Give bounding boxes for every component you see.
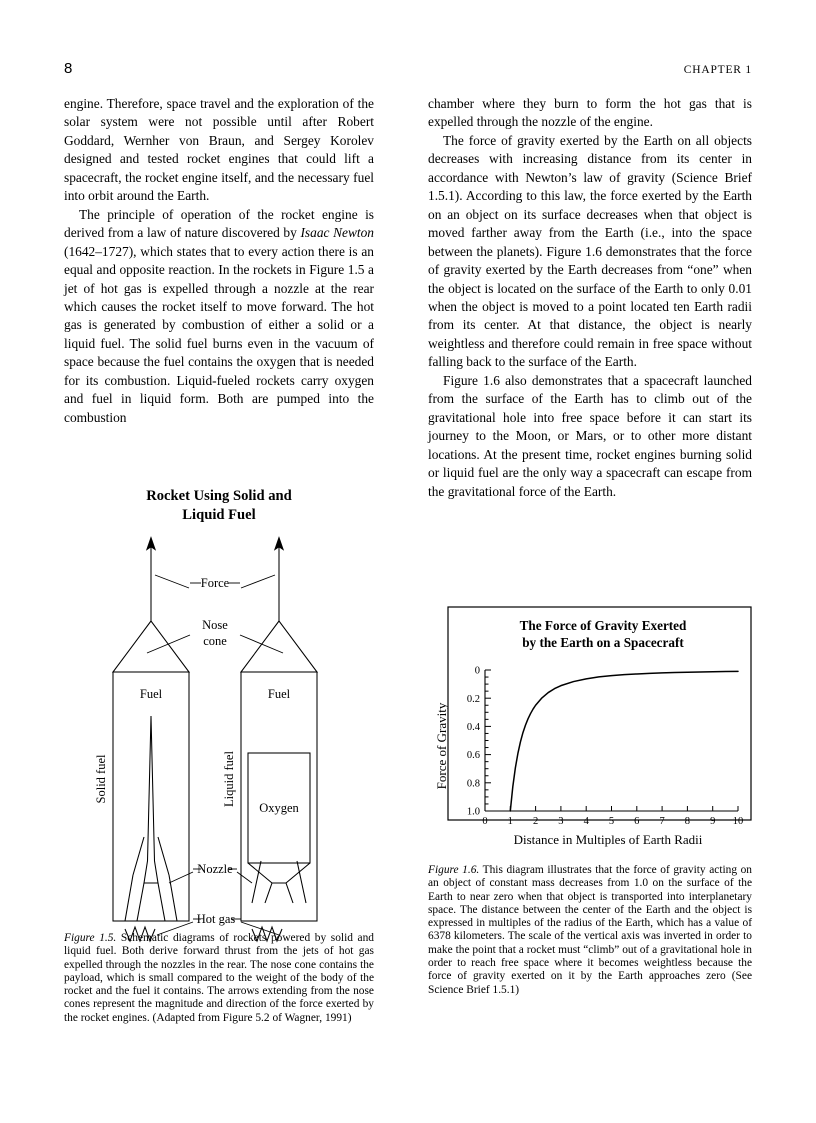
chart-xtick-label: 3 [558, 816, 564, 827]
nozzle-left-wall-a [125, 875, 133, 921]
nose-cone-right [241, 621, 317, 672]
figure-1-6-caption-text: This diagram illustrates that the force of gravity acting on an object of constant mass decreases from 1.0 on the surface of the Earth to near zero when that object is transported into interplanetary space. The distance between the center of the Earth and the object is expressed in multiples of the radius of the Earth, which has a value of 6378 kilometers. The scale of the vertical axis was inverted in order to make the point that a rocket must “climb” out of a gravitational hole in order to reach free space where it becomes weightless because the force of gravity exerted on it by the Earth approaches zero (See Science Brief 1.5.1) [428, 864, 752, 996]
chart-ytick-label: 1.0 [466, 806, 480, 818]
rocket-body-right [241, 672, 317, 921]
leader-nozzle-right [237, 872, 252, 883]
nozzle-right-inner-b [286, 883, 293, 903]
right-column [428, 95, 752, 501]
chart-xtick-label: 0 [482, 816, 488, 827]
figure-title-line-1: Rocket Using Solid and [146, 488, 292, 504]
leader-force-right [241, 575, 275, 588]
italic-name: Isaac Newton [300, 225, 374, 241]
leader-nosecone-right [240, 635, 283, 653]
label-oxygen: Oxygen [259, 801, 299, 815]
label-hot-gas: Hot gas [196, 912, 236, 926]
label-nozzle: Nozzle [197, 862, 233, 876]
paragraph: The principle of operation of the rocket engine is derived from a law of nature discovered by Isaac Newton (1642–1727), which states that to every action there is an equal and opposite reaction. In the rockets in Figure 1.5 a jet of hot gas is expelled through a nozzle at the rear which causes the rocket itself to move forward. The hot gas is generated by combustion of either a solid or a liquid fuel. The solid fuel burns even in the vacuum of space because the fuel contains the oxygen that is needed for its combustion. Liquid-fueled rockets carry oxygen and fuel in liquid form. Both are pumped into the combustion [64, 206, 374, 425]
chart-ytick-label: 0.2 [466, 693, 480, 705]
chart-title-line-2: by the Earth on a Spacecraft [522, 635, 684, 650]
label-liquid-fuel: Liquid fuel [222, 751, 236, 807]
label-nose-cone-line-1: Nose [202, 618, 228, 632]
label-fuel-left: Fuel [139, 687, 163, 701]
nozzle-left-outer-a [133, 837, 144, 875]
figure-1-6-caption-label: Figure 1.6. [428, 864, 480, 876]
leader-nosecone-left [147, 635, 190, 653]
chart-ytick-label: 0.6 [466, 750, 480, 762]
nozzle-left-wall-b [169, 875, 177, 921]
running-head [64, 60, 752, 78]
rocket-body-left [113, 672, 189, 921]
chart-title-line-1: The Force of Gravity Exerted [519, 618, 687, 633]
figure-1-5 [64, 487, 374, 926]
nozzle-left-inner-b [158, 883, 165, 921]
figure-1-6 [428, 606, 752, 852]
chart-xtick-label: 4 [583, 816, 589, 827]
nozzle-right-inner-a [265, 883, 272, 903]
leader-force-left [155, 575, 189, 588]
left-column [64, 95, 374, 427]
figure-1-5-title [64, 487, 374, 525]
figure-1-5-caption-text: Schematic diagrams of rockets powered by solid and liquid fuel. Both derive forward thrust from the jets of hot gas expelled through the nozzles in the rear. The nose cone contains the payload, which is small compared to the weight of the body of the rocket and the fuel it contains. The arrows extending from the nose cones represent the magnitude and direction of the force exerted by the rocket engines. (Adapted from Figure 5.2 of Wagner, 1991) [64, 932, 374, 1024]
label-fuel-right: Fuel [267, 687, 291, 701]
page-number: 8 [64, 60, 73, 77]
paragraph: chamber where they burn to form the hot gas that is expelled through the nozzle of the engine. [428, 96, 752, 130]
gravity-chart [428, 606, 752, 852]
label-solid-fuel: Solid fuel [94, 754, 108, 804]
nozzle-left-outer-b [158, 837, 169, 875]
chart-xtick-label: 5 [608, 816, 615, 827]
paragraph: engine. Therefore, space travel and the exploration of the solar system were not possible until after Robert Goddard, Wernher von Braun, and Sergey Korolev designed and tested rocket engines that could lift a spacecraft, the rocket engine itself, and the necessary fuel into orbit around the Earth. [64, 96, 374, 204]
chart-xtick-label: 7 [659, 816, 665, 827]
chart-ytick-label: 0.8 [466, 778, 480, 790]
label-force: Force [200, 576, 230, 590]
paragraph: Figure 1.6 also demonstrates that a spacecraft launched from the surface of the Earth has to climb out of the gravitational hole into free space before it can start its journey to the Moon, or Mars, or to other more distant locations. At the present time, rocket engines burning solid or liquid fuel are the only way a spacecraft can escape from the gravitational force of the Earth. [428, 372, 752, 499]
chart-xtick-label: 8 [684, 816, 691, 827]
figure-1-6-caption [428, 864, 752, 997]
label-nose-cone-line-2: cone [203, 634, 227, 648]
rocket-diagram [89, 531, 349, 926]
figure-1-5-caption [64, 932, 374, 1025]
chapter-header: CHAPTER 1 [683, 64, 752, 76]
chart-xtick-label: 10 [732, 816, 744, 827]
chart-ytick-label: 0 [474, 665, 480, 677]
chart-xtick-label: 1 [507, 816, 513, 827]
chart-xtick-label: 6 [634, 816, 640, 827]
chart-y-axis-label: Force of Gravity [434, 702, 449, 790]
chart-x-axis-label: Distance in Multiples of Earth Radii [513, 832, 703, 847]
chart-xtick-label: 9 [710, 816, 716, 827]
figure-title-line-2: Liquid Fuel [182, 507, 256, 523]
paragraph: The force of gravity exerted by the Earth on all objects decreases with increasing distance from its center in accordance with Newton’s law of gravity (Science Brief 1.5.1). According to this law, the force exerted by the Earth on an object on its surface decreases when that object is moved farther away from the Earth (i.e., into the space between the planets). Figure 1.6 demonstrates that the force of gravity exerted by the Earth decreases from “one” when the object is located on the surface of the Earth to only 0.01 when the object is moved to a point located ten Earth radii from its center. At that distance, the object is nearly weightless and therefore could remain in free space without falling back to the surface of the Earth. [428, 132, 752, 370]
nose-cone-left [113, 621, 189, 672]
chart-ytick-label: 0.4 [466, 722, 480, 733]
figure-1-5-caption-label: Figure 1.5. [64, 932, 117, 944]
chart-xtick-label: 2 [532, 816, 539, 827]
solid-fuel-cavity [144, 716, 158, 883]
nozzle-left-inner-a [137, 883, 144, 921]
